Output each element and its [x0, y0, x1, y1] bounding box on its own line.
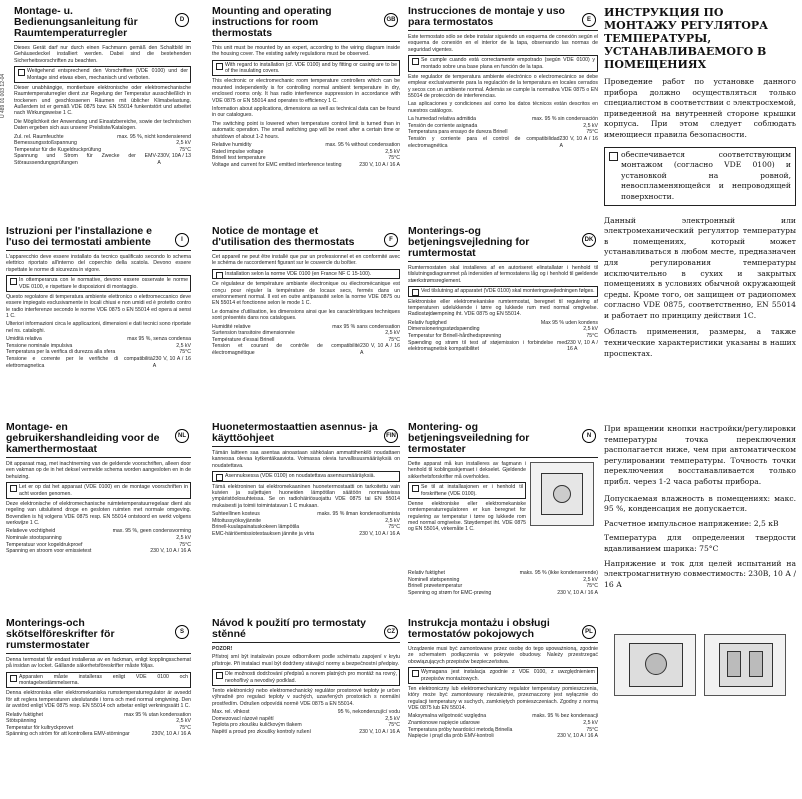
section-body: При вращении кнопки настройки/регулировки температуры точка переключения располагается ниже, чем при автоматическом регулировании температуры. Точность точки переключения восстанавливается только прибл. через 1-2 часа работы прибора. Допускаемая влажность в помещениях: макс. 95 %, конденсация не допускается. Расчетное импульсное напряжение: 2,5 кВ Температура для определения твердости вдавливанием шарика: 75°С Напряжение и ток для целей испытаний на электромагнитную совместимость: 230В, 10 А / 16 А — [604, 424, 796, 589]
section-title: Montering- og betjeningsveiledning for termostater N — [408, 422, 598, 458]
language-badge: CZ — [384, 625, 398, 639]
spec-list: Relativ fugtighed Max 95 % uden kondens Dimensioneringsstødspænding 2,5 kV Temperatur for Brinell-hårdhedsprøvning 75°C Spænding og strøm til test af støjemission i forbindelse med elektromagnetisk kompatibilitet 230 V, 10 A / 16 A — [408, 319, 598, 353]
section-title: Notice de montage et d'utilisation des thermostats F — [212, 226, 400, 251]
warning-box: Se til at installasjonen er i henhold til forskriftene (VDE 0100). — [408, 482, 526, 499]
warning-box: Ved tilslutning af apparatet (VDE 0100) skal monteringsvejledningen følges. — [408, 286, 598, 296]
spec-list: Suhteellinen kosteus maks. 95 % ilman kondensoitumista Mitoitussyöksyjännite 2,5 kV Brinell-kuulapainatuskokeen lämpötila 75°C EMC-häiriöemissiotestauksen jännite ja virta 230 V, 10 A / 16 A — [212, 511, 400, 537]
language-badge: PL — [582, 625, 596, 639]
section-se — [6, 618, 191, 798]
section-body: Denna termostat får endast installeras av en fackman, enligt kopplingsschemat på insidan av locket. Gällande säkerhetsföreskrifter måste följas. Apparaten måste installeras enligt VDE 0100 och montagebestämmelserna. Denna elektroniska eller elektromekaniska rumstemperaturregulator är avsedd för att reglera temperaturen uteslutande i torra och med normal omgivning. Den är avstörd enligt VDE 0875 resp. EN 55014 och arbetar enligt verkningssätt 1 C. Relativ fuktighet max 95 % utan kondensation Stötspänning 2,5 kV Temperatur för kultryckprovet 75°C Spänning och ström för att kontrollera EMV-störningar 230V, 10 A / 16 A — [6, 657, 191, 738]
warning-box: Asennuksessa (VDE 0100) on noudatettava asennusmääräyksiä. — [212, 471, 400, 481]
section-body: Dit apparaat mag, met inachtneming van de geldende voorschriften, alleen door een vakman op de in het deksel vermelde schema worden aangesloten en in de behuizing. Let er op dat het apparaat (VDE 0100) en de montage voorschriften in acht worden genomen. Deze elektronische of elektromechanische ruimtetemperatuurregelaar dient als regeling van uitsluitend droge en gesloten ruimten met normale omgeving. Bovendien is hij volgens VDE 0875 resp. EN 55014 ontstoord en werkt volgens werkwijze 1 C. Relatieve vochtigheid max. 95 %, geen condensvorming Nominale stootspanning 2,5 kV Temperatuur voor kogeldrukproef 75°C Spanning en stroom voor emissietest 230 V, 10 A / 16 A — [6, 461, 191, 555]
section-title: Monterings-og betjeningsvejledning for rumtermostat DK — [408, 226, 598, 262]
warning-box: Wymagana jest instalacja zgodnie z VDE 0100, z uwzględnieniem przepisów montażowych. — [408, 667, 598, 684]
section-title: ИНСТРУКЦИЯ ПО МОНТАЖУ РЕГУЛЯТОРА ТЕМПЕРАТУРЫ, УСТАНАВЛИВАЕМОГО В ПОМЕЩЕНИЯХ — [604, 6, 769, 71]
section-body: POZOR! Přístroj smí být instalován pouze odborníkem podle schématu zapojení v krytu přístroje. Při instalaci musí být dodrženy stávající normy a bezpečnostní předpisy. Dle možnosti dodržování předpisů a norem platných pro montáž na rovný, neohořlivý a nevodivý podklad. Tento elektronický nebo elektromechanický regulátor prostorové teploty je určen výhradně pro regulaci teploty v suchých, uzavřených prostorách s normální prostředím. Odrušen odpovídá normě VDE 0875 a EN 55014. Max. rel. vlhkost 95 %, nekondenzující vodu Domezovací rázové napětí 2,5 kV Teplota pro zkoušku kuličkovým tlakem 75°C Napětí a proud pro zkoušky kontroly rušení 230 V, 10 A / 16 A — [212, 646, 400, 735]
spec-list: Max. rel. vlhkost 95 %, nekondenzující vodu Domezovací rázové napětí 2,5 kV Teplota pro zkoušku kuličkovým tlakem 75°C Napětí a proud pro zkoušky kontroly rušení 230 V, 10 A / 16 A — [212, 709, 400, 735]
spec-list: Relatieve vochtigheid max. 95 %, geen condensvorming Nominale stootspanning 2,5 kV Temperatuur voor kogeldrukproef 75°C Spanning en stroom voor emissietest 230 V, 10 A / 16 A — [6, 528, 191, 555]
language-badge: S — [175, 625, 189, 639]
section-body: Urządzenie musi być zamontowane przez osobę do tego upoważnioną, zgodnie ze schematem podłączenia w pokrywie obudowy. Należy przestrzegać obowiązujących przepisów bezpieczeństwa. Wymagana jest instalacja zgodnie z VDE 0100, z uwzględnieniem przepisów montażowych. Ten elektroniczny lub elektromechaniczny regulator temperatury pomieszczenia, który może być zamontowany niezależnie, przeznaczony jest wyłącznie do regulacji temperatury w suchych, zamkniętych pomieszczeniach. Zgodny z normą VDE 0875 lub EN 55014. Maksymalna wilgotność względna maks. 95 % bez kondensacji Znamionowe napięcie udarowe 2,5 kV Temperatura próby twardości metodą Brinella 75°C Napięcie i prąd dla prób EMV-kontroli 230 V, 10 A / 16 A — [408, 646, 598, 740]
section-ru — [604, 6, 796, 421]
language-badge: FIN — [384, 429, 398, 443]
section-ru-continued — [604, 424, 796, 796]
warning-box: In ottemperanza con le normative, devono essere osservate le norme VDE 0100, e rispettare le disposizioni di montaggio. — [6, 275, 191, 292]
language-badge: I — [175, 233, 189, 247]
section-title: Huonetermostaattien asennus- ja käyttöohjeet FIN — [212, 422, 400, 447]
section-gb — [212, 6, 400, 221]
warning-box: With regard to installation (cf. VDE 0100) and by fitting or casing are to be of the insulating covers. — [212, 60, 400, 77]
spec-list: Umidità relativa max 95 %, senza condensa Tensione nominale impulsiva 2,5 kV Temperatura per la verifica di durezza alla sfera 75°C Tensione e corrente per le verifiche di compatibilità elettromagnetica 230 V, 10 A / 16 A — [6, 336, 191, 369]
document-code: U 489 01 003 12-04 — [0, 73, 6, 118]
section-body: Проведение работ по установке данного прибора должно осуществляться только специалистом в соответствии с электросхемой, приведенной на внутренней стороне крышки корпуса. При этом следует соблюдать имеющиеся правила безопасности. обеспечивается соответствующим монтажом (согласно VDE 0100) и установкой на ровной, невоспламеняющейся и непроводящей поверхности. Данный электронный или электромеханический регулятор температуры в помещениях, который может устанавливаться в любом месте, предназначен для регулирования температуры исключительно в сухих и закрытых помещениях в условиях обычной окружающей среды. Кроме того, он защищен от радиопомех согласно VDE 0875, соответственно, EN 55014 и работает по принципу действия 1С. Область применения, размеры, а также технические характеристики указаны в наших проспектах. — [604, 77, 796, 358]
spec-list: Humidité relative max 95 % sans condensation Surtension transitoire dimensionnée 2,5 kV Température d'essai Brinell 75°C Tension et courant de contrôle de compatibilité électromagnétique 230 V, 10 A / 16 A — [212, 323, 400, 356]
section-pl — [408, 618, 598, 798]
section-body: Cet appareil ne peut être installé que par un professionnel et en conformité avec le schéma de raccordement figurant sur le couvercle du boîtier. Installation selon la norme VDE 0100 (en France NF C 15-100). Ce régulateur de température ambiante électronique ou électromécanique est conçu pour réguler la température de locaux secs, fermés dans un environnement normal. Il est en outre antiparasité selon la norme VDE 0875 ou EN 55014 et fonctionne selon le mode 1 C. Le domaine d'utilisation, les dimensions ainsi que les caractéristiques techniques sont présentés dans nos catalogues. Humidité relative max 95 % sans condensation Surtension transitoire dimensionnée 2,5 kV Température d'essai Brinell 75°C Tension et courant de contrôle de compatibilité électromagnétique 230 V, 10 A / 16 A — [212, 254, 400, 356]
language-badge: F — [384, 233, 398, 247]
spec-list: Relativ fuktighet max 95 % utan kondensation Stötspänning 2,5 kV Temperatur för kultryckprovet 75°C Spänning och ström för att kontrollera EMV-störningar 230V, 10 A / 16 A — [6, 711, 191, 738]
warning-box: Weitgehend entsprechend den Vorschriften (VDE 0100) und der Montage sind etwas eben, mechanisch und verboten. — [14, 66, 191, 83]
section-title: Návod k použití pro termostaty stěnné CZ — [212, 618, 400, 643]
language-badge: GB — [384, 13, 398, 27]
spec-list: Relative humidity max. 95 % without condensation Rated impulse voltage 2,5 kV Brinell test temperature 75°C Voltage and current for EMC emitted interference testing 230 V, 10 A / 16 A — [212, 142, 400, 168]
spec-list: Допускаемая влажность в помещениях: макс. 95 %, конденсация не допускается. Расчетное импульсное напряжение: 2,5 кВ Температура для определения твердости вдавливанием шарика: 75°С Напряжение и ток для целей испытаний на электромагнитную совместимость: 230В, 10 А / 16 А — [604, 493, 796, 589]
warning-box: Apparaten måste installeras enligt VDE 0100 och montagebestämmelserna. — [6, 672, 191, 689]
section-title: Instrucciones de montaje y uso para termostatos E — [408, 6, 598, 31]
warning-box: обеспечивается соответствующим монтажом (согласно VDE 0100) и установкой на ровной, невоспламеняющейся и непроводящей поверхности. — [604, 147, 796, 206]
section-title: Instrukcja montażu i obsługi termostatów pokojowych PL — [408, 618, 598, 643]
section-dk — [408, 226, 598, 416]
section-body: Tämän laitteen saa asentaa ainoastaan sähköalan ammattihenkilö noudattaen kannessa olevaa kytkentäkaaviota. Voimassa olevia turvallisuusmääräyksiä on noudatettava. Asennuksessa (VDE 0100) on noudatettava asennusmääräyksiä. Tämä elektroninen tai elektromekaaninen huonetermostaatti on tarkoitettu vain kuivien ja suljettujen huoneiden lämpötilan säätöön normaaleissa ympäristöolosuhteissa. Se on radiohäiriösuojattu VDE 0875 tai EN 55014 mukaisesti ja toimii toimintatavan 1 C mukaan. Suhteellinen kosteus maks. 95 % ilman kondensoitumista Mitoitussyöksyjännite 2,5 kV Brinell-kuulapainatuskokeen lämpötila 75°C EMC-häiriöemissiotestauksen jännite ja virta 230 V, 10 A / 16 A — [212, 450, 400, 537]
section-n — [408, 422, 598, 612]
warning-box: Se cumple cuando está correctamente empotrado (según VDE 0100) y montado sobre una base plana en función de la tapa. — [408, 55, 598, 72]
section-body: Este termostato sólo se debe instalar siguiendo un esquema de conexión según el esquema de conexión en el interior de la tapa, observando las normas de seguridad vigentes. Se cumple cuando está correctamente empotrado (según VDE 0100) y montado sobre una base plana en función de la tapa. Este regulador de temperatura ambiente electrónico o electromecánico se debe emplear exclusivamente para la regulación de la temperatura en locales cerrados y secos con un ambiente normal. Además se cumple la normativa VDE 0875 o EN 55014 de protección de interferencias. Las aplicaciones y condiciones así como los datos técnicos están descritos en nuestros catálogos. La humedad relativa admitida max. 95 % sin condensación Tensión de corriente asignada 2,5 kV Temperatura para ensayo de dureza Brinell 75°C Tensión y corriente para el control de compatibilidad electromagnética 230 V, 10 A / 16 A — [408, 34, 598, 149]
section-body: Rumtermostaten skal installeres af en autoriseret elinstallatør i henhold til tilslutningsdiagrammet på indersiden af termostatens låg og i henhold til gældende stærkstrømsreglement. Ved tilslutning af apparatet (VDE 0100) skal monteringsvejledningen følges. Elektroniske eller elektromekaniske rumtermostat, beregnet til regulering af temperaturen udelukkende i tørre og lukkede rum med normal omgivelse. Radiostøjdæmpning iht. VDE 0875 og EN 55014. Relativ fugtighed Max 95 % uden kondens Dimensioneringsstødspænding 2,5 kV Temperatur for Brinell-hårdhedsprøvning 75°C Spænding og strøm til test af støjemission i forbindelse med elektromagnetisk kompatibilitet 230 V, 10 A / 16 A — [408, 265, 598, 353]
language-badge: E — [582, 13, 596, 27]
section-it — [6, 226, 191, 416]
section-de — [6, 6, 191, 221]
section-body: Dette apparat må kun installeres av fagmann i henhold til koblingsskjemaet i dekselet. Gjeldende sikkerhetsforskrifter må overholdes. Se til at installasjonen er i henhold til forskriftene (VDE 0100). Denne elektroniske eller elektromekaniske romtemperaturregulatoren er kun beregnet for regulering av temperatur i tørre og lukkede rom med normal omgivelse. Støydempet iht. VDE 0875 og EN 55014, virkemåte 1 C. — [408, 461, 526, 533]
section-fr — [212, 226, 400, 416]
language-badge: D — [175, 13, 189, 27]
section-body: Dieses Gerät darf nur durch einen Fachmann gemäß den Schaltbild im Gehäusedeckel installiert werden. Dabei sind die bestehenden Sicherheitsvorschriften zu beachten. Weitgehend entsprechend den Vorschriften (VDE 0100) und der Montage sind etwas eben, mechanisch und verboten. Dieser unabhängige, montierbare elektronische oder elektromechanische Raumtemperaturregler dient zur Regelung der Temperatur ausschließlich in trockenen und geschlossenen Räumen mit üblicher Klimabelastung. Außerdem ist er gemäß VDE 0875 bzw. EN 55014 funkentstört und arbeitet nach Wirkungsweise 1 C. Die Möglichkeit der Anwendung und Einsatzbereiche, sowie der technischen Daten ergeben sich aus unserer Preisliste/Katalogen. Zul. rel. Raumfeuchte max. 95 %, nicht kondensierend Bemessungsstoßspannung 2,5 kV Temperatur für die Kugeldruckprüfung 75°C Spannung und Strom für Zwecke der EMV-Störaussendungsprüfungen 230V, 10A / 13 A — [14, 45, 191, 167]
warning-box: Let er op dat het apparaat (VDE 0100) en de montage voorschriften in acht worden genomen. — [6, 482, 191, 499]
language-badge: DK — [582, 233, 596, 247]
warning-box: Installation selon la norme VDE 0100 (en France NF C 15-100). — [212, 269, 400, 279]
thermostat-illustration — [530, 462, 594, 526]
language-badge: N — [582, 429, 596, 443]
thermostat-illustration-2 — [704, 634, 786, 696]
spec-list: Relativ fuktighet maks. 95 % (ikke kondenserende) Nominell støtspenning 2,5 kV Brinell prøvetemperatur 75°C Spenning og strøm for EMC-prøving 230 V, 10 A / 16 A — [408, 570, 598, 596]
section-es — [408, 6, 598, 221]
section-title: Montage- u. Bedienungsanleitung für Raumtemperaturregler D — [14, 6, 191, 42]
section-title: Montage- en gebruikershandleiding voor de kamerthermostaat NL — [6, 422, 191, 458]
section-body: L'apparecchio deve essere installato da tecnico qualificato secondo lo schema elettrico riportato all'interno del coperchio della scatola. Devono essere rispettate le norme di sicurezza in vigore. In ottemperanza con le normative, devono essere osservate le norme VDE 0100, e rispettare le disposizioni di montaggio. Questo regolatore di temperatura ambiente elettronico o elettromeccanico deve essere impiegato esclusivamente in locali chiusi e non umidi ed è protetto contro le radio interferenze secondo le norme VDE 0875 o EN 55014 ed opera ai sensi 1 C. Ulteriori informazioni circa le applicazioni, dimensioni e dati tecnici sono riportate nel ns. cataloghi. Umidità relativa max 95 %, senza condensa Tensione nominale impulsiva 2,5 kV Temperatura per la verifica di durezza alla sfera 75°C Tensione e corrente per le verifiche di compatibilità elettromagnetica 230 V, 10 A / 16 A — [6, 254, 191, 369]
spec-list: Maksymalna wilgotność względna maks. 95 % bez kondensacji Znamionowe napięcie udarowe 2,5 kV Temperatura próby twardości metodą Brinella 75°C Napięcie i prąd dla prób EMV-kontroli 230 V, 10 A / 16 A — [408, 713, 598, 740]
spec-list: Zul. rel. Raumfeuchte max. 95 %, nicht kondensierend Bemessungsstoßspannung 2,5 kV Temperatur für die Kugeldruckprüfung 75°C Spannung und Strom für Zwecke der EMV-Störaussendungsprüfungen 230V, 10A / 13 A — [14, 133, 191, 167]
section-title: Monterings-och skötselföreskrifter för rumstermostater S — [6, 618, 191, 654]
language-badge: NL — [175, 429, 189, 443]
warning-box: Dle možnosti dodržování předpisů a norem platných pro montáž na rovný, neohořlivý a nevodivý podklad. — [212, 669, 400, 686]
spec-list: La humedad relativa admitida max. 95 % sin condensación Tensión de corriente asignada 2,5 kV Temperatura para ensayo de dureza Brinell 75°C Tensión y corriente para el control de compatibilidad electromagnética 230 V, 10 A / 16 A — [408, 116, 598, 149]
section-title: Istruzioni per l'installazione e l'uso dei termostati ambiente I — [6, 226, 191, 251]
section-body: This unit must be mounted by an expert, according to the wiring diagram inside the housing cover. The existing safety regulations must be observed. With regard to installation (cf. VDE 0100) and by fitting or casing are to be of the insulating covers. This electronic or electromechanic room temperature controllers which can be mounted independently is for controlling normal ambient temperature in dry, enclosed rooms only. It has radio interference suppression in accordance with VDE 0875 or EN 55014 and operates to efficiency 1 C. Information about applications, dimensions as well as technical data can be found in our catalogues. The switching point is lowered when temperature control limit is turned than in automatic operation. The small switching gap will be reset after a certain time or shutdown of about 1-2 hours. Relative humidity max. 95 % without condensation Rated impulse voltage 2,5 kV Brinell test temperature 75°C Voltage and current for EMC emitted interference testing 230 V, 10 A / 16 A — [212, 45, 400, 168]
section-fin — [212, 422, 400, 612]
section-cz — [212, 618, 400, 798]
thermostat-illustration-1 — [614, 634, 696, 696]
section-nl — [6, 422, 191, 612]
section-title: Mounting and operating instructions for room thermostats GB — [212, 6, 400, 42]
